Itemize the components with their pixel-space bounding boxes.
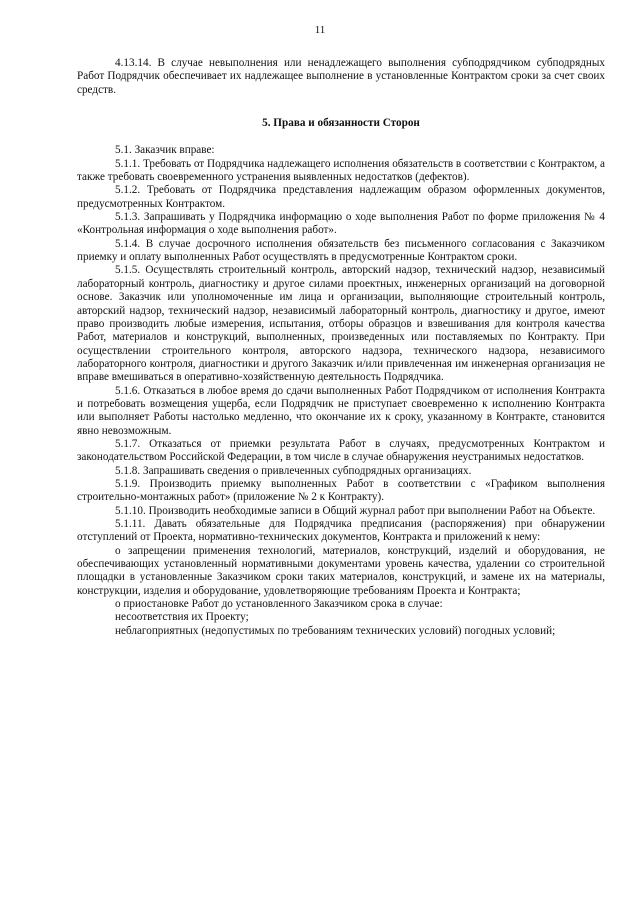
page-number: 11 xyxy=(314,24,326,36)
list-item-suspension: о приостановке Работ до установленного Заказчиком срока в случае: xyxy=(115,598,443,611)
paragraph-5-1-7: 5.1.7. Отказаться от приемки результата Работ в случаях, предусмотренных Контрактом и законодательством Российской Федерации, в том числе в случае обнаружения неустранимых недостатков. xyxy=(77,437,605,464)
paragraph-5-1-4: 5.1.4. В случае досрочного исполнения обязательств без письменного согласования с Заказчиком приемку и оплату выполненных Работ осуществлять в предусмотренные Контрактом сроки. xyxy=(77,237,605,264)
document-body xyxy=(77,57,605,638)
paragraph-5-1-10: 5.1.10. Производить необходимые записи в Общий журнал работ при выполнении Работ на Объекте. xyxy=(115,504,596,517)
list-item-weather: неблагоприятных (недопустимых по требованиям технических условий) погодных условий; xyxy=(115,624,556,637)
list-item-nonconformity: несоответствия их Проекту; xyxy=(115,611,249,624)
paragraph-5-1-11: 5.1.11. Давать обязательные для Подрядчика предписания (распоряжения) при обнаружении отступлений от Проекта, нормативно-технических документов, Контракта и приложений к нему: xyxy=(77,518,605,544)
paragraph-5-1-6: 5.1.6. Отказаться в любое время до сдачи выполненных Работ Подрядчиком от исполнения Контракта и потребовать возмещения ущерба, если Подрядчик не приступает своевременно к исполнению Контракта или выполняет Работы настолько медленно, что окончание их к сроку, указанному в Контракте, становится явно невозможным. xyxy=(77,384,605,437)
paragraph-5-1-5: 5.1.5. Осуществлять строительный контроль, авторский надзор, технический надзор, независимый лабораторный контроль, диагностику и другое силами проектных, инженерных организаций на договорной основе. Заказчик или уполномоченные им лица и организации, выполняющие строительный контроль, авторский надзор, технический надзор, независимый лабораторный контроль, диагностику и другое, имеют право производить любые измерения, испытания, отборы образцов и взвешивания для контроля качества Работ, материалов и конструкций, выполненных, произведенных или поставляемых по Контракту. При осуществлении строительного контроля, авторского надзора, технического надзора, независимого лабораторного контроля, диагностики и другого Заказчик и/или привлеченная им инженерная организация не вправе вмешиваться в оперативно-хозяйственную деятельность Подрядчика. xyxy=(77,264,605,384)
section-title: 5. Права и обязанности Сторон xyxy=(262,117,420,130)
list-item-prohibition: о запрещении применения технологий, материалов, конструкций, изделий и оборудования, не обеспечивающих установленный нормативными документами уровень качества, удалении со строительной площадки в установленные Заказчиком сроки таких материалов, конструкций, и замене их на материалы, конструкции, изделия и оборудование, удовлетворяющие требованиям Проекта и Контракта; xyxy=(77,544,605,597)
paragraph-5-1-8: 5.1.8. Запрашивать сведения о привлеченных субподрядных организациях. xyxy=(115,464,472,477)
paragraph-5-1-2: 5.1.2. Требовать от Подрядчика представления надлежащим образом оформленных документов, предусмотренных Контрактом. xyxy=(77,184,605,210)
paragraph-5-1-1: 5.1.1. Требовать от Подрядчика надлежащего исполнения обязательств в соответствии с Контрактом, а также требовать своевременного устранения выявленных недостатков (дефектов). xyxy=(77,157,605,184)
paragraph-5-1-3: 5.1.3. Запрашивать у Подрядчика информацию о ходе выполнения Работ по форме приложения № 4 «Контрольная информация о ходе выполнения работ». xyxy=(77,211,605,237)
paragraph-4-13-14: 4.13.14. В случае невыполнения или ненадлежащего выполнения субподрядчиком субподрядных Работ Подрядчик обеспечивает их надлежащее выполнение в установленные Контрактом сроки за счет своих средств. xyxy=(77,57,605,96)
paragraph-5-1: 5.1. Заказчик вправе: xyxy=(115,144,215,157)
paragraph-5-1-9: 5.1.9. Производить приемку выполненных Работ в соответствии с «Графиком выполнения строительно-монтажных работ» (приложение № 2 к Контракту). xyxy=(77,477,605,504)
